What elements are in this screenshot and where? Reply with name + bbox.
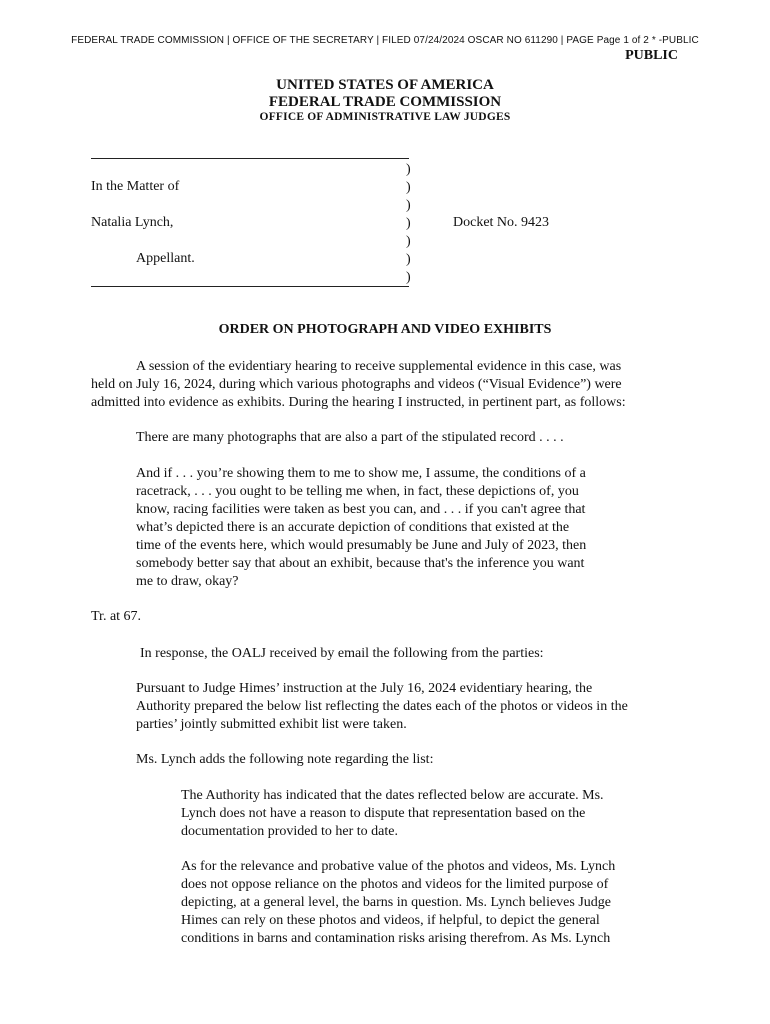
text-line: conditions in barns and contamination risks arising therefrom. As Ms. Lynch xyxy=(181,931,611,946)
title-line-2: FEDERAL TRADE COMMISSION xyxy=(268,94,502,110)
text-line: A session of the evidentiary hearing to receive supplemental evidence in this case, was xyxy=(136,359,622,374)
text-line: somebody better say that about an exhibit, because that's the inference you want xyxy=(136,556,585,571)
block-quote-2 xyxy=(136,465,586,591)
paren: ) xyxy=(406,162,411,177)
text-line: depicting, at a general level, the barns in question. Ms. Lynch believes Judge xyxy=(181,895,611,910)
transcript-citation: Tr. at 67. xyxy=(91,609,142,624)
text-line: me to draw, okay? xyxy=(136,574,239,589)
block-quote-3 xyxy=(136,680,628,734)
title-line-1: UNITED STATES OF AMERICA xyxy=(276,77,494,93)
docket-number: Docket No. 9423 xyxy=(453,215,550,230)
caption-top-rule xyxy=(91,158,409,159)
text-line: And if . . . you’re showing them to me to show me, I assume, the conditions of a xyxy=(136,466,586,481)
text-line: know, racing facilities were taken as best you can, and . . . if you can't agree that xyxy=(136,502,586,517)
text-line: Lynch does not have a reason to dispute that representation based on the xyxy=(181,806,586,821)
text-line: documentation provided to her to date. xyxy=(181,824,398,839)
caption-party: Natalia Lynch, xyxy=(91,215,174,230)
paren: ) xyxy=(406,270,411,285)
order-title: ORDER ON PHOTOGRAPH AND VIDEO EXHIBITS xyxy=(218,322,552,337)
text-line: As for the relevance and probative value of the photos and videos, Ms. Lynch xyxy=(181,859,616,874)
text-line: Authority prepared the below list reflecting the dates each of the photos or videos in the xyxy=(136,699,628,714)
nested-quote-2 xyxy=(181,858,615,948)
text-line: Himes can rely on these photos and videos, if helpful, to depict the general xyxy=(181,913,600,928)
paren: ) xyxy=(406,198,411,213)
paren: ) xyxy=(406,216,411,231)
public-mark: PUBLIC xyxy=(625,48,678,63)
filing-header: FEDERAL TRADE COMMISSION | OFFICE OF THE SECRETARY | FILED 07/24/2024 OSCAR NO 611290 | PAGE Page 1 of 2 * -PUBLIC xyxy=(71,35,699,46)
text-line: held on July 16, 2024, during which various photographs and videos (“Visual Evidence”) were xyxy=(91,377,622,392)
text-line: does not oppose reliance on the photos and videos for the limited purpose of xyxy=(181,877,609,892)
caption-bottom-rule xyxy=(91,286,409,287)
body-paragraph-1 xyxy=(91,358,626,412)
text-line: The Authority has indicated that the dates reflected below are accurate. Ms. xyxy=(181,788,604,803)
block-quote-1: There are many photographs that are also a part of the stipulated record . . . . xyxy=(136,430,564,445)
text-line: what’s depicted there is an accurate depiction of conditions that existed at the xyxy=(136,520,570,535)
caption-parens xyxy=(406,161,411,287)
text-line: parties’ jointly submitted exhibit list were taken. xyxy=(136,717,407,732)
block-quote-4: Ms. Lynch adds the following note regarding the list: xyxy=(136,752,434,767)
nested-quote-1 xyxy=(181,787,604,841)
paren: ) xyxy=(406,180,411,195)
text-line: time of the events here, which would presumably be June and July of 2023, then xyxy=(136,538,587,553)
title-line-3: OFFICE OF ADMINISTRATIVE LAW JUDGES xyxy=(259,111,511,123)
paren: ) xyxy=(406,234,411,249)
text-line: Pursuant to Judge Himes’ instruction at the July 16, 2024 evidentiary hearing, the xyxy=(136,681,593,696)
caption-role: Appellant. xyxy=(136,251,195,266)
body-paragraph-2: In response, the OALJ received by email the following from the parties: xyxy=(140,646,544,661)
text-line: racetrack, . . . you ought to be telling me when, in fact, these depictions of, you xyxy=(136,484,579,499)
caption-in-the-matter: In the Matter of xyxy=(91,179,180,194)
text-line: admitted into evidence as exhibits. During the hearing I instructed, in pertinent part, as follows: xyxy=(91,395,626,410)
paren: ) xyxy=(406,252,411,267)
